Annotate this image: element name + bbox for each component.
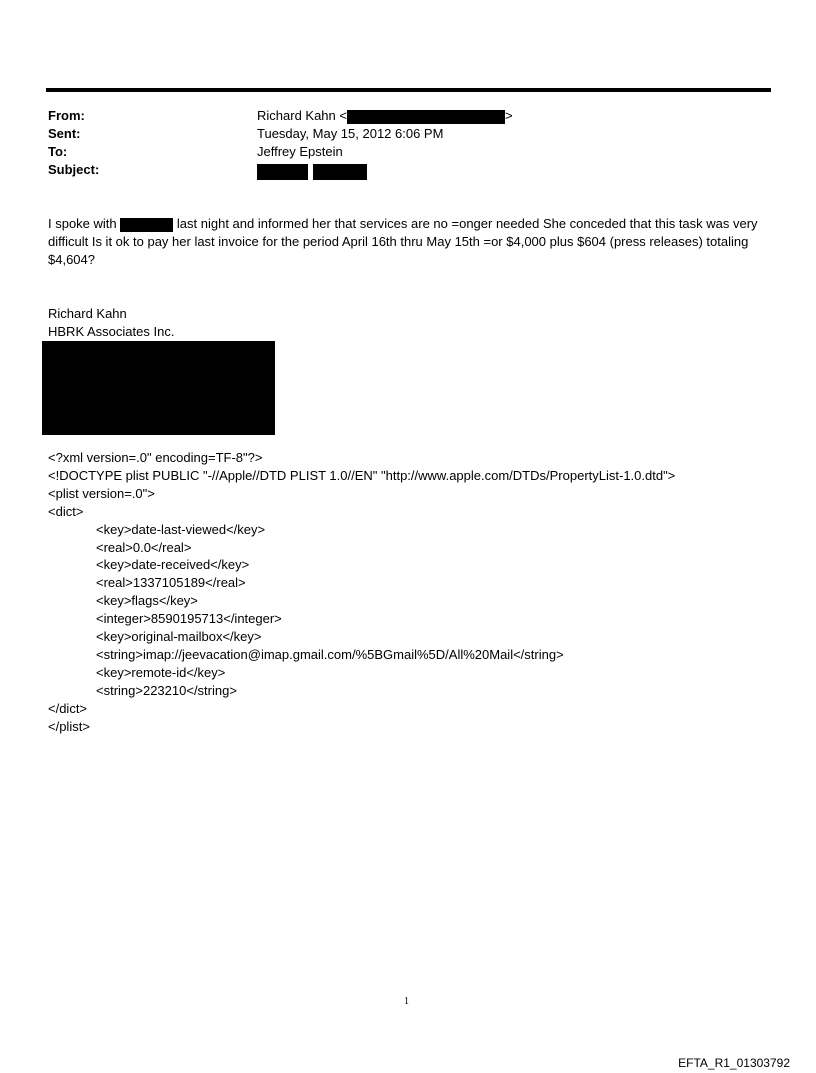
redacted-signature-block bbox=[42, 341, 275, 435]
xml-line: <dict> bbox=[48, 503, 84, 519]
xml-line: <!DOCTYPE plist PUBLIC "-//Apple//DTD PLIST 1.0//EN" "http://www.apple.com/DTDs/PropertyList-1.0.dtd"> bbox=[48, 467, 676, 483]
body-part-2: last night and informed her that services are no =onger needed She conceded that this task was very difficult Is it ok to pay her last invoice for the period April 16th thru May 15th =or $4,000 plus $604 (press releases) totaling $4,604? bbox=[48, 216, 758, 267]
from-value bbox=[257, 107, 513, 125]
sent-label: Sent: bbox=[48, 126, 81, 141]
header-rule bbox=[46, 88, 771, 92]
email-body bbox=[48, 215, 770, 269]
xml-line: <key>remote-id</key> bbox=[96, 664, 226, 680]
signature-company: HBRK Associates Inc. bbox=[48, 324, 175, 339]
redacted-email bbox=[347, 110, 505, 124]
plist-metadata bbox=[48, 449, 675, 736]
page-number: 1 bbox=[404, 996, 409, 1007]
xml-line: <real>1337105189</real> bbox=[96, 575, 246, 591]
document-id: EFTA_R1_01303792 bbox=[678, 1056, 790, 1070]
sent-value: Tuesday, May 15, 2012 6:06 PM bbox=[257, 126, 444, 141]
xml-line: <plist version=.0"> bbox=[48, 485, 155, 501]
xml-line: </dict> bbox=[48, 700, 88, 716]
xml-line: <?xml version=.0" encoding=TF-8"?> bbox=[48, 450, 263, 465]
to-label: To: bbox=[48, 144, 68, 159]
from-close: > bbox=[504, 108, 513, 123]
redacted-subject-1 bbox=[257, 164, 308, 180]
redacted-subject-2 bbox=[313, 164, 367, 180]
to-value: Jeffrey Epstein bbox=[257, 144, 343, 159]
body-part-1: I spoke with bbox=[48, 216, 117, 231]
xml-line: <string>223210</string> bbox=[96, 682, 237, 698]
xml-line: <key>date-last-viewed</key> bbox=[96, 521, 266, 537]
redacted-name bbox=[120, 218, 173, 232]
xml-line: </plist> bbox=[48, 718, 90, 734]
from-name: Richard Kahn < bbox=[257, 108, 347, 123]
signature-name: Richard Kahn bbox=[48, 306, 127, 321]
xml-line: <string>imap://jeevacation@imap.gmail.com/%5BGmail%5D/All%20Mail</string> bbox=[96, 646, 564, 662]
xml-line: <key>original-mailbox</key> bbox=[96, 629, 262, 645]
from-label: From: bbox=[48, 108, 85, 123]
xml-line: <key>flags</key> bbox=[96, 593, 198, 609]
subject-value bbox=[257, 162, 367, 180]
subject-label: Subject: bbox=[48, 162, 100, 177]
xml-line: <key>date-received</key> bbox=[96, 557, 250, 573]
xml-line: <real>0.0</real> bbox=[96, 539, 192, 555]
xml-line: <integer>8590195713</integer> bbox=[96, 611, 282, 627]
